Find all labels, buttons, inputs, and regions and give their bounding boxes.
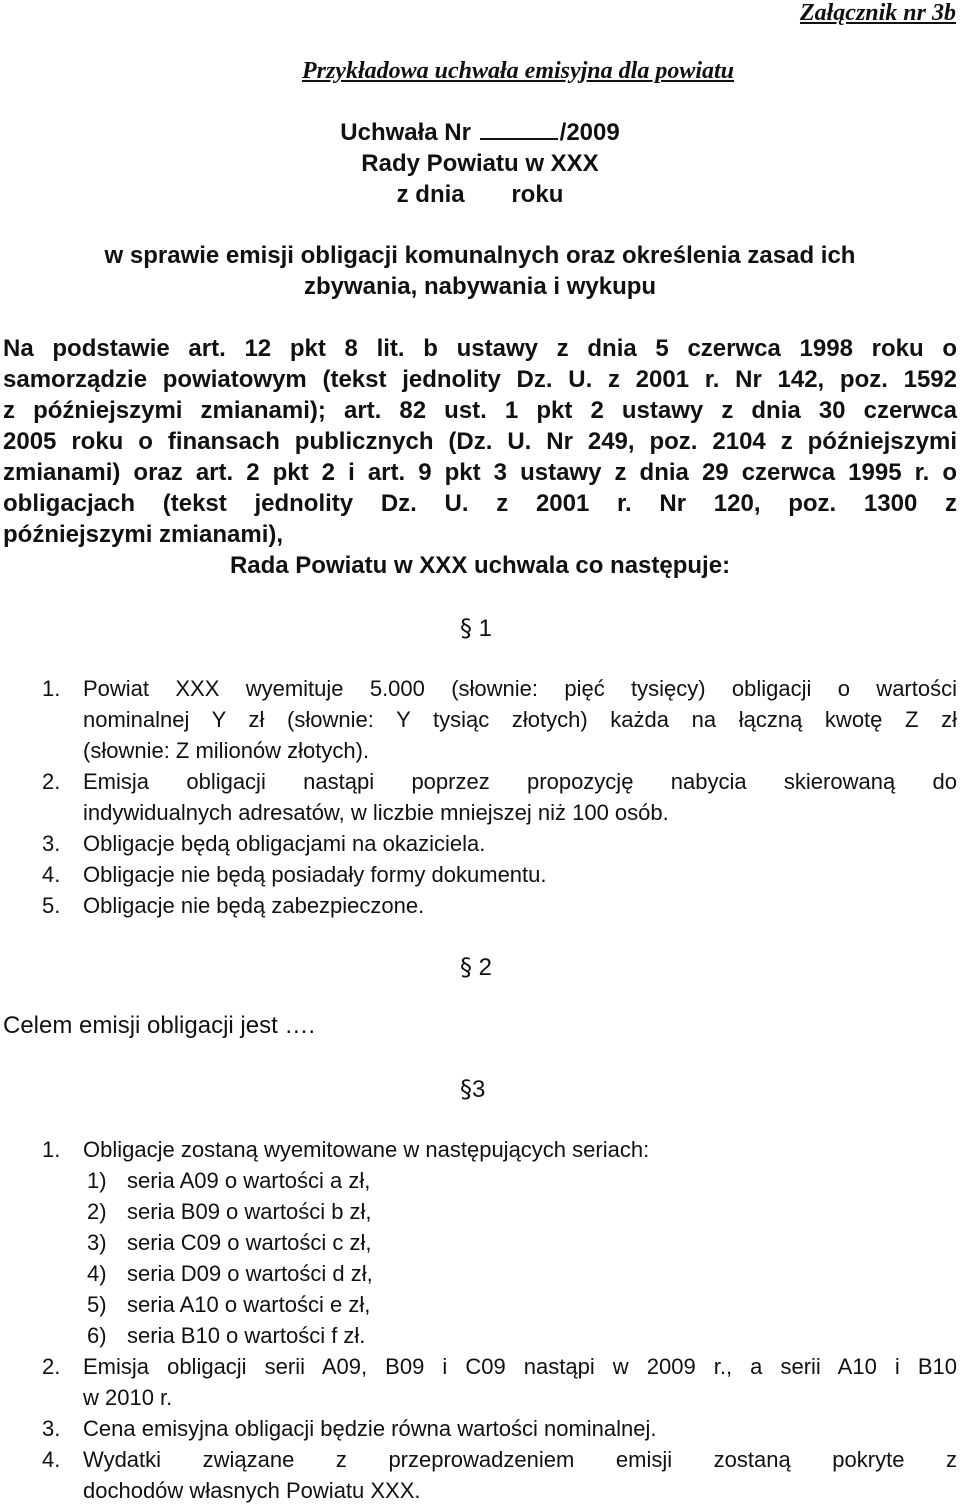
list-item-line: Emisja obligacji nastąpi poprzez propozycję nabycia skierowaną do xyxy=(83,769,957,794)
resolution-number xyxy=(0,118,960,147)
series-number: 4) xyxy=(87,1261,107,1286)
list-item xyxy=(42,1413,957,1444)
list-item-line: nominalnej Y zł (słownie: Y tysiąc złotych) każda na łączną kwotę Z zł xyxy=(83,707,957,732)
resolution-subject-line1: w sprawie emisji obligacji komunalnych oraz określenia zasad ich xyxy=(104,242,856,269)
list-item xyxy=(42,766,957,828)
section-1-heading xyxy=(460,614,492,643)
list-item-line: Powiat XXX wyemituje 5.000 (słownie: pięć tysięcy) obligacji o wartości xyxy=(83,676,957,701)
section-number: 3 xyxy=(472,1076,486,1103)
section-symbol: § xyxy=(460,1075,472,1103)
list-item-number: 4. xyxy=(42,1447,61,1472)
series-text: seria B09 o wartości b zł, xyxy=(127,1199,372,1224)
series-item xyxy=(87,1320,365,1351)
list-item-line: Obligacje nie będą zabezpieczone. xyxy=(83,893,425,918)
legal-basis-line: zmianami) oraz art. 2 pkt 2 i art. 9 pkt 3 ustawy z dnia 29 czerwca 1995 r. o xyxy=(3,459,957,486)
list-item xyxy=(42,673,957,766)
list-item-line: (słownie: Z milionów złotych). xyxy=(83,738,370,763)
list-item xyxy=(42,890,957,921)
series-text: seria C09 o wartości c zł, xyxy=(127,1230,372,1255)
list-item xyxy=(42,828,957,859)
series-text: seria A10 o wartości e zł, xyxy=(127,1292,371,1317)
resolution-date-suffix: roku xyxy=(511,181,564,208)
legal-basis-line: 2005 roku o finansach publicznych (Dz. U. Nr 249, poz. 2104 z późniejszymi xyxy=(3,428,957,455)
resolution-number-suffix: /2009 xyxy=(559,119,620,146)
list-item-number: 4. xyxy=(42,862,61,887)
list-item-number: 3. xyxy=(42,831,61,856)
list-item-line: Obligacje nie będą posiadały formy dokumentu. xyxy=(83,862,547,887)
list-item-line: Wydatki związane z przeprowadzeniem emisji zostaną pokryte z xyxy=(83,1447,957,1472)
list-item-line: w 2010 r. xyxy=(83,1385,173,1410)
section-number: 2 xyxy=(478,954,493,981)
series-text: seria B10 o wartości f zł. xyxy=(127,1323,366,1348)
legal-basis-line: z późniejszymi zmianami); art. 82 ust. 1 pkt 2 ustawy z dnia 30 czerwca xyxy=(3,397,957,424)
series-number: 6) xyxy=(87,1323,107,1348)
resolution-date-prefix: z dnia xyxy=(396,181,465,208)
annex-label: Załącznik nr 3b xyxy=(799,0,956,26)
series-item xyxy=(87,1165,370,1196)
list-item-number: 3. xyxy=(42,1416,61,1441)
section-3-heading xyxy=(460,1075,485,1104)
example-title: Przykładowa uchwała emisyjna dla powiatu xyxy=(301,58,735,84)
list-item-line: Obligacje będą obligacjami na okaziciela. xyxy=(83,831,486,856)
list-item-line: indywidualnych adresatów, w liczbie mniejszej niż 100 osób. xyxy=(83,800,669,825)
legal-basis-line: obligacjach (tekst jednolity Dz. U. z 2001 r. Nr 120, poz. 1300 z xyxy=(3,490,957,517)
legal-basis-line: późniejszymi zmianami), xyxy=(3,521,284,548)
resolution-number-prefix: Uchwała Nr xyxy=(340,119,471,146)
series-number: 5) xyxy=(87,1292,107,1317)
series-text: seria D09 o wartości d zł, xyxy=(127,1261,373,1286)
section-number: 1 xyxy=(478,615,493,642)
list-item xyxy=(42,1351,957,1413)
section-2-text: Celem emisji obligacji jest …. xyxy=(3,1012,316,1039)
section-symbol: § xyxy=(460,614,472,642)
series-number: 1) xyxy=(87,1168,107,1193)
legal-basis xyxy=(3,333,957,581)
decision-line: Rada Powiatu w XXX uchwala co następuje: xyxy=(229,552,731,579)
list-item xyxy=(42,859,957,890)
list-item-line: Emisja obligacji serii A09, B09 i C09 nastąpi w 2009 r., a serii A10 i B10 xyxy=(83,1354,957,1379)
resolution-council: Rady Powiatu w XXX xyxy=(361,150,599,177)
legal-basis-line: Na podstawie art. 12 pkt 8 lit. b ustawy z dnia 5 czerwca 1998 roku o xyxy=(3,335,957,362)
resolution-subject-line2: zbywania, nabywania i wykupu xyxy=(303,273,657,300)
list-item-line: Cena emisyjna obligacji będzie równa wartości nominalnej. xyxy=(83,1416,657,1441)
legal-basis-line: samorządzie powiatowym (tekst jednolity Dz. U. z 2001 r. Nr 142, poz. 1592 xyxy=(3,366,957,393)
list-item xyxy=(42,1134,957,1165)
list-item-number: 2. xyxy=(42,1354,61,1379)
series-number: 3) xyxy=(87,1230,107,1255)
list-item-number: 1. xyxy=(42,676,61,701)
series-number: 2) xyxy=(87,1199,107,1224)
list-item-number: 1. xyxy=(42,1137,61,1162)
section-symbol: § xyxy=(460,953,472,981)
series-item xyxy=(87,1289,370,1320)
series-text: seria A09 o wartości a zł, xyxy=(127,1168,371,1193)
list-item-number: 5. xyxy=(42,893,61,918)
series-item xyxy=(87,1227,372,1258)
list-item xyxy=(42,1444,957,1506)
list-item-number: 2. xyxy=(42,769,61,794)
series-item xyxy=(87,1196,372,1227)
list-item-line: dochodów własnych Powiatu XXX. xyxy=(83,1478,421,1503)
list-item-line: Obligacje zostaną wyemitowane w następujących seriach: xyxy=(83,1137,650,1162)
resolution-date xyxy=(0,181,960,209)
resolution-number-blank xyxy=(480,118,558,140)
section-2-heading xyxy=(460,953,492,982)
series-item xyxy=(87,1258,373,1289)
